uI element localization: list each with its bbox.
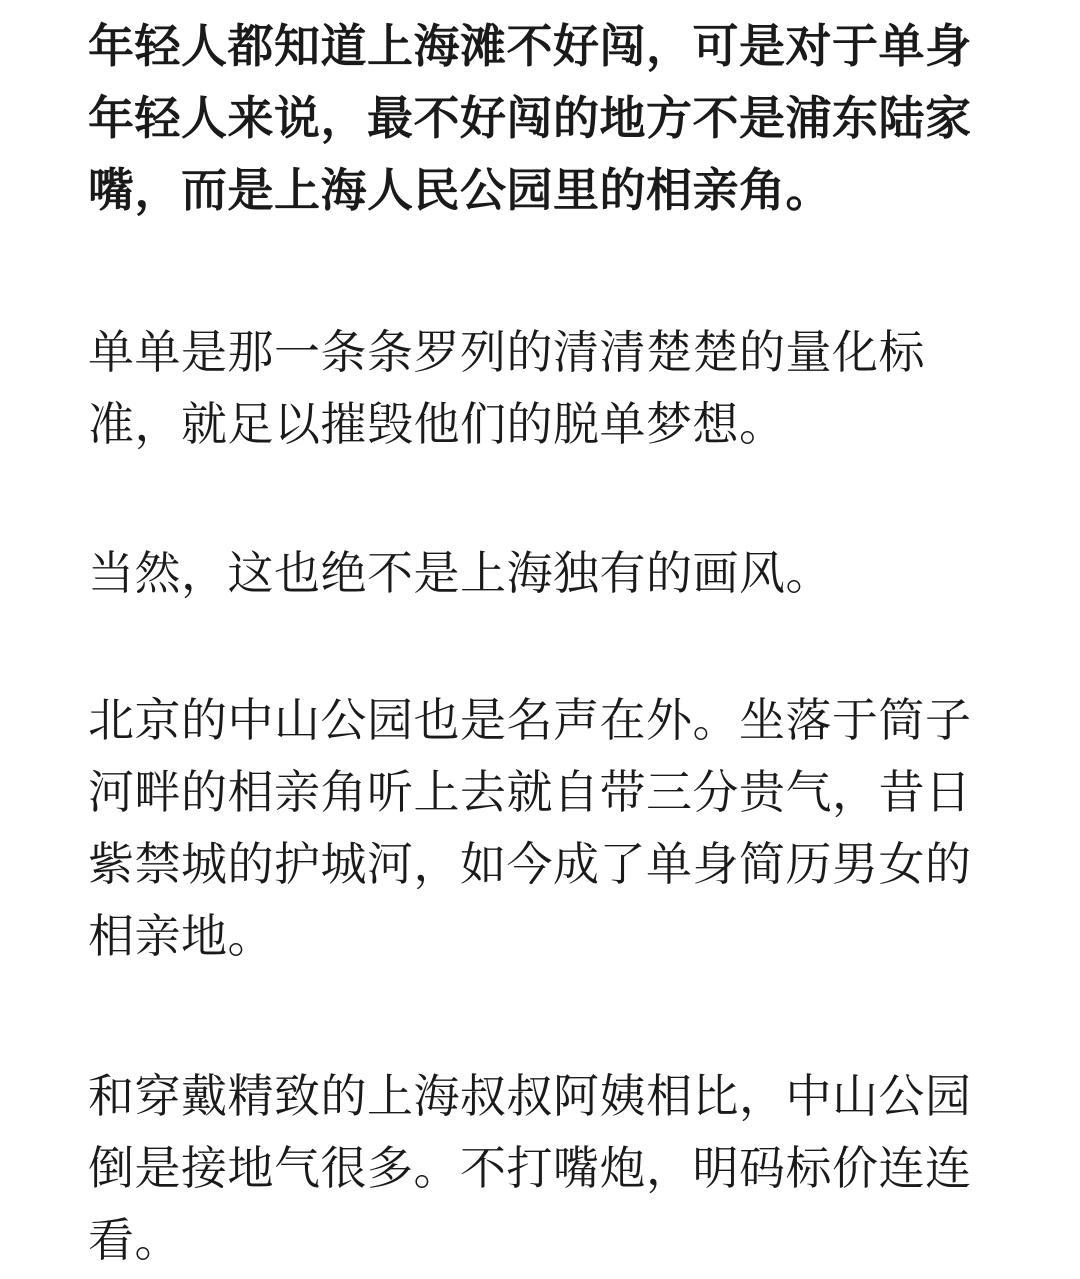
paragraph-3-line-1: 当然，这也绝不是上海独有的画风。 <box>88 546 832 600</box>
paragraph-2-line-2: 准，就足以摧毁他们的脱单梦想。 <box>88 397 786 451</box>
paragraph-1 <box>88 10 972 226</box>
paragraph-4 <box>88 684 972 972</box>
paragraph-1-line-1: 年轻人都知道上海滩不好闯，可是对于单身 <box>88 19 972 73</box>
paragraph-4-line-2: 河畔的相亲角听上去就自带三分贵气，昔日 <box>88 765 972 819</box>
paragraph-5 <box>88 1060 972 1276</box>
paragraph-2-line-1: 单单是那一条条罗列的清清楚楚的量化标 <box>88 325 925 379</box>
paragraph-5-line-3: 看。 <box>88 1213 181 1267</box>
paragraph-5-line-1: 和穿戴精致的上海叔叔阿姨相比，中山公园 <box>88 1069 972 1123</box>
paragraph-1-line-3: 嘴，而是上海人民公园里的相亲角。 <box>88 163 832 217</box>
paragraph-3 <box>88 537 832 609</box>
paragraph-5-line-2: 倒是接地气很多。不打嘴炮，明码标价连连 <box>88 1141 972 1195</box>
paragraph-4-line-1: 北京的中山公园也是名声在外。坐落于筒子 <box>88 693 972 747</box>
paragraph-4-line-3: 紫禁城的护城河，如今成了单身简历男女的 <box>88 837 972 891</box>
paragraph-1-line-2: 年轻人来说，最不好闯的地方不是浦东陆家 <box>88 91 972 145</box>
paragraph-2 <box>88 316 925 460</box>
paragraph-4-line-4: 相亲地。 <box>88 909 274 963</box>
